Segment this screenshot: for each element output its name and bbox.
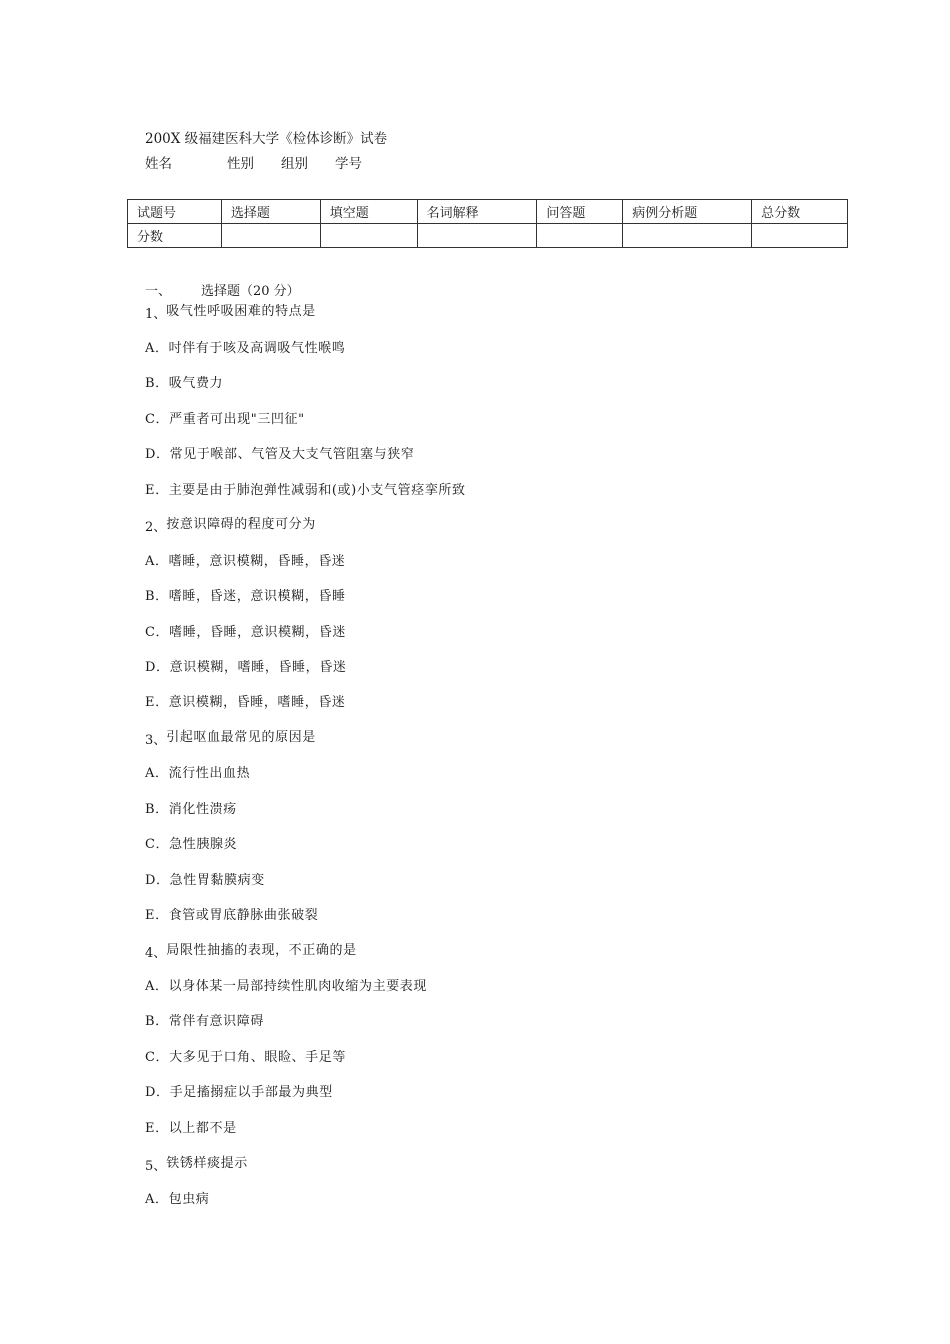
score-cell (537, 224, 623, 248)
score-table-header-cell: 填空题 (320, 200, 417, 224)
question-option: E．意识模糊，昏睡，嗜睡，昏迷 (145, 695, 346, 710)
name-label: 姓名 (145, 156, 172, 172)
question-option: A．以身体某一局部持续性肌肉收缩为主要表现 (145, 979, 427, 994)
question-option: C．大多见于口角、眼睑、手足等 (145, 1050, 346, 1065)
score-cell (221, 224, 320, 248)
question-option: A．吋伴有于咳及高调吸气性喉鸣 (145, 341, 346, 356)
question-option: A．流行性出血热 (145, 766, 251, 781)
score-cell (417, 224, 537, 248)
score-cell (752, 224, 848, 248)
question-number: 4、 (145, 946, 167, 961)
section-heading (145, 280, 300, 299)
question-text: 按意识障碍的程度可分为 (166, 517, 316, 532)
question-number: 1、 (145, 307, 167, 322)
question-number: 2、 (145, 520, 167, 535)
score-table-header-cell: 名词解释 (417, 200, 537, 224)
question-option: A．嗜睡，意识模糊，昏睡，昏迷 (145, 554, 346, 569)
question-stem (145, 726, 316, 748)
question-option: E．以上都不是 (145, 1121, 237, 1136)
question-option: C．嗜睡，昏睡，意识模糊，昏迷 (145, 625, 346, 640)
question-stem (145, 300, 316, 322)
score-cell (320, 224, 417, 248)
question-text: 吸气性呼吸困难的特点是 (166, 304, 316, 319)
score-table-header-row (128, 200, 848, 224)
question-stem (145, 513, 316, 535)
question-option: D．常见于喉部、气管及大支气管阻塞与狭窄 (145, 447, 415, 462)
score-table-header-cell: 选择题 (221, 200, 320, 224)
score-table-header-cell: 试题号 (128, 200, 222, 224)
question-text: 局限性抽搐的表现，不正确的是 (166, 943, 357, 958)
question-option: C．严重者可出现"三凹征" (145, 412, 305, 427)
question-number: 3、 (145, 733, 167, 748)
question-stem (145, 939, 357, 961)
question-option: D．手足搐搦症以手部最为典型 (145, 1085, 333, 1100)
question-text: 铁锈样痰提示 (166, 1156, 248, 1171)
score-table-header-cell: 病例分析题 (623, 200, 752, 224)
exam-title: 200X 级福建医科大学《检体诊断》试卷 (145, 131, 388, 147)
question-option: D．意识模糊，嗜睡，昏睡，昏迷 (145, 660, 347, 675)
question-option: D．急性胃黏膜病变 (145, 873, 265, 888)
question-number: 5、 (145, 1159, 167, 1174)
score-table-header-cell: 问答题 (537, 200, 623, 224)
student-id-label: 学号 (335, 156, 362, 172)
question-option: B．常伴有意识障碍 (145, 1014, 264, 1029)
score-row-label: 分数 (128, 224, 222, 248)
question-stem (145, 1152, 248, 1174)
section-title: 选择题（20 分） (201, 284, 300, 299)
question-text: 引起呕血最常见的原因是 (166, 730, 316, 745)
score-table-header-cell: 总分数 (752, 200, 848, 224)
question-option: C．急性胰腺炎 (145, 837, 238, 852)
question-option: B．消化性溃疡 (145, 802, 237, 817)
group-label: 组别 (281, 156, 308, 172)
score-table (127, 199, 848, 248)
gender-label: 性别 (227, 156, 254, 172)
score-cell (623, 224, 752, 248)
question-option: B．吸气费力 (145, 376, 224, 391)
section-number: 一、 (145, 284, 172, 299)
question-option: B．嗜睡，昏迷，意识模糊，昏睡 (145, 589, 346, 604)
question-option: E．主要是由于肺泡弹性减弱和(或)小支气管痉挛所致 (145, 483, 466, 498)
question-option: A．包虫病 (145, 1192, 210, 1207)
score-table-score-row (128, 224, 848, 248)
question-option: E．食管或胃底静脉曲张破裂 (145, 908, 319, 923)
